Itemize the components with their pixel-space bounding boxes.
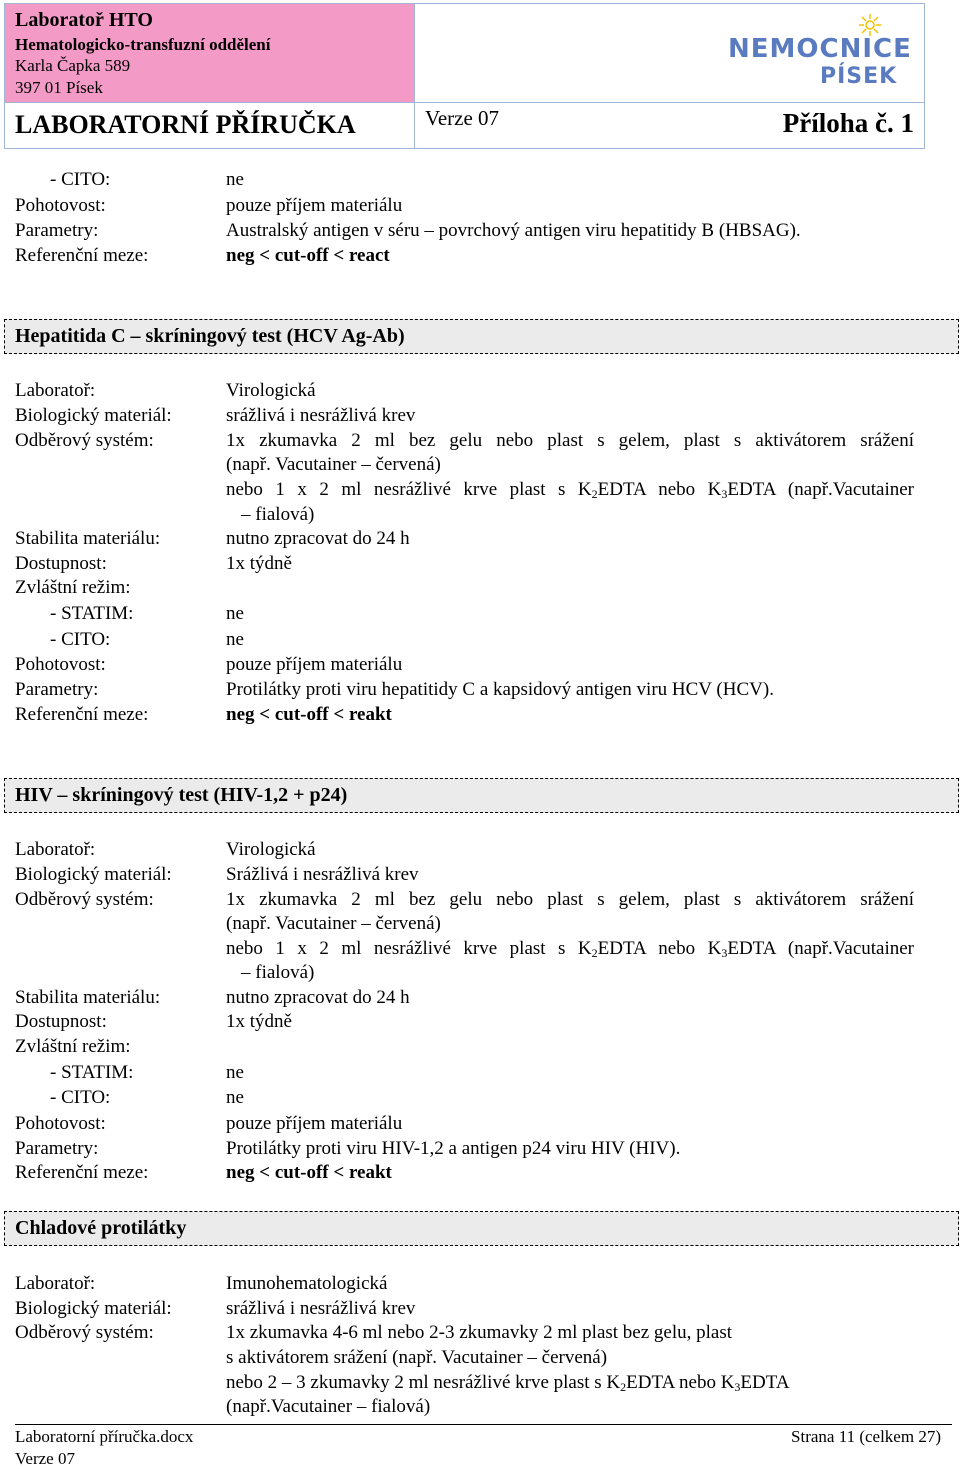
field-value: pouze příjem materiálu bbox=[226, 1113, 403, 1134]
hiv-bio-row bbox=[15, 863, 935, 887]
top-parametry-row bbox=[15, 219, 935, 243]
field-value: nutno zpracovat do 24 h bbox=[226, 528, 410, 549]
field-value: 1x týdně bbox=[226, 553, 292, 574]
section-heading-chladove bbox=[4, 1211, 959, 1246]
section-heading-hcv bbox=[4, 319, 959, 354]
field-label: Stabilita materiálu: bbox=[15, 987, 161, 1008]
field-label: Odběrový systém: bbox=[15, 1322, 154, 1343]
field-value: Srážlivá i nesrážlivá krev bbox=[226, 864, 419, 885]
hcv-ref-row bbox=[15, 703, 935, 727]
field-label: Biologický materiál: bbox=[15, 405, 172, 426]
field-label: Parametry: bbox=[15, 220, 99, 241]
field-value: neg < cut-off < reakt bbox=[226, 1162, 392, 1183]
field-label: - STATIM: bbox=[50, 1062, 134, 1083]
hiv-ref-row bbox=[15, 1161, 935, 1185]
department-name: Hematologicko-transfuzní oddělení bbox=[15, 35, 271, 54]
hcv-dost-row bbox=[15, 552, 935, 576]
footer-page-number: Strana 11 (celkem 27) bbox=[791, 1427, 941, 1446]
field-value: Australský antigen v séru – povrchový antigen viru hepatitidy B (HBSAG). bbox=[226, 220, 801, 241]
field-label: Parametry: bbox=[15, 679, 99, 700]
field-value: srážlivá i nesrážlivá krev bbox=[226, 1298, 416, 1319]
section-title: Chladové protilátky bbox=[15, 1217, 187, 1239]
hcv-odber-line4 bbox=[15, 503, 935, 527]
field-value: s aktivátorem srážení (např. Vacutainer – červená) bbox=[226, 1347, 608, 1368]
hcv-par-row bbox=[15, 678, 935, 702]
field-value: 1x zkumavka 4-6 ml nebo 2-3 zkumavky 2 ml plast bez gelu, plast bbox=[226, 1322, 733, 1343]
footer-version: Verze 07 bbox=[15, 1449, 75, 1468]
field-label: Laboratoř: bbox=[15, 1273, 96, 1294]
field-value: ne bbox=[226, 603, 244, 624]
field-value: – fialová) bbox=[241, 504, 315, 525]
field-value: srážlivá i nesrážlivá krev bbox=[226, 405, 416, 426]
field-value: pouze příjem materiálu bbox=[226, 654, 403, 675]
field-value: neg < cut-off < reakt bbox=[226, 704, 392, 725]
field-value: ne bbox=[226, 169, 244, 190]
field-value: nutno zpracovat do 24 h bbox=[226, 987, 410, 1008]
hiv-zvl-row bbox=[15, 1035, 935, 1059]
hcv-poh-row bbox=[15, 653, 935, 677]
field-value: ne bbox=[226, 629, 244, 650]
top-cito-row bbox=[15, 168, 935, 192]
hcv-odber-row bbox=[15, 429, 935, 453]
chlad-bio-row bbox=[15, 1297, 935, 1321]
section-title: HIV – skríningový test (HIV-1,2 + p24) bbox=[15, 784, 348, 806]
field-label: Pohotovost: bbox=[15, 654, 106, 675]
field-value: nebo 2 – 3 zkumavky 2 ml nesrážlivé krve plast s $K_2EDTA$ nebo $K_3EDTA$ bbox=[226, 1372, 790, 1394]
chlad-lab-row bbox=[15, 1272, 935, 1296]
hcv-lab-row bbox=[15, 379, 935, 403]
field-label: Referenční meze: bbox=[15, 245, 149, 266]
field-value: neg < cut-off < react bbox=[226, 245, 390, 266]
field-label: - CITO: bbox=[50, 169, 111, 190]
footer-filename: Laboratorní příručka.docx bbox=[15, 1427, 194, 1446]
appendix-label: Příloha č. 1 bbox=[782, 108, 914, 138]
hcv-statim-row bbox=[15, 602, 935, 626]
address-street: Karla Čapka 589 bbox=[15, 56, 131, 75]
section-heading-hiv bbox=[4, 778, 959, 813]
hospital-logo bbox=[415, 4, 924, 103]
handbook-title: LABORATORNÍ PŘÍRUČKA bbox=[15, 110, 356, 139]
field-label: Zvláštní režim: bbox=[15, 1036, 131, 1057]
field-value: Virologická bbox=[226, 380, 316, 401]
hiv-odber-line3 bbox=[15, 937, 935, 961]
hiv-dost-row bbox=[15, 1010, 935, 1034]
chlad-odber-line3 bbox=[15, 1371, 935, 1395]
field-value: Protilátky proti viru hepatitidy C a kapsidový antigen viru HCV (HCV). bbox=[226, 679, 774, 700]
hiv-poh-row bbox=[15, 1112, 935, 1136]
address-city: 397 01 Písek bbox=[15, 78, 103, 97]
field-value: (např.Vacutainer – fialová) bbox=[226, 1396, 431, 1417]
field-label: Pohotovost: bbox=[15, 1113, 106, 1134]
field-value: nebo 1 x 2 ml nesrážlivé krve plast s $K_2EDTA$ nebo $K_3EDTA$ (např.Vacutainer bbox=[226, 938, 914, 960]
hcv-stab-row bbox=[15, 527, 935, 551]
field-label: Pohotovost: bbox=[15, 195, 106, 216]
field-label: Biologický materiál: bbox=[15, 1298, 172, 1319]
top-pohotovost-row bbox=[15, 194, 935, 218]
field-label: Odběrový systém: bbox=[15, 430, 154, 451]
field-label: Zvláštní režim: bbox=[15, 577, 131, 598]
field-value: 1x týdně bbox=[226, 1011, 292, 1032]
field-label: - CITO: bbox=[50, 629, 111, 650]
logo-text-nemocnice: NEMOCNICE bbox=[728, 34, 912, 64]
document-header bbox=[4, 3, 925, 149]
hcv-zvl-row bbox=[15, 576, 935, 600]
logo-text-pisek: PÍSEK bbox=[820, 64, 898, 89]
field-label: Referenční meze: bbox=[15, 704, 149, 725]
field-label: Odběrový systém: bbox=[15, 889, 154, 910]
hiv-odber-line4 bbox=[15, 961, 935, 985]
field-value: Imunohematologická bbox=[226, 1273, 388, 1294]
field-value: nebo 1 x 2 ml nesrážlivé krve plast s $K_2EDTA$ nebo $K_3EDTA$ (např.Vacutainer bbox=[226, 479, 914, 501]
field-label: Stabilita materiálu: bbox=[15, 528, 161, 549]
chlad-odber-row bbox=[15, 1321, 935, 1345]
field-label: - STATIM: bbox=[50, 603, 134, 624]
field-label: Referenční meze: bbox=[15, 1162, 149, 1183]
field-value: – fialová) bbox=[241, 962, 315, 983]
field-value: pouze příjem materiálu bbox=[226, 195, 403, 216]
footer-divider bbox=[15, 1424, 952, 1425]
hiv-stab-row bbox=[15, 986, 935, 1010]
hiv-lab-row bbox=[15, 838, 935, 862]
field-label: Parametry: bbox=[15, 1138, 99, 1159]
field-value: Virologická bbox=[226, 839, 316, 860]
hiv-statim-row bbox=[15, 1061, 935, 1085]
hcv-bio-row bbox=[15, 404, 935, 428]
section-title: Hepatitida C – skríningový test (HCV Ag-Ab) bbox=[15, 325, 405, 347]
field-value: ne bbox=[226, 1087, 244, 1108]
field-value: Protilátky proti viru HIV-1,2 a antigen p24 viru HIV (HIV). bbox=[226, 1138, 681, 1159]
hcv-odber-line2 bbox=[15, 453, 935, 477]
hcv-cito-row bbox=[15, 628, 935, 652]
field-label: - CITO: bbox=[50, 1087, 111, 1108]
chlad-odber-line2 bbox=[15, 1346, 935, 1370]
field-value: ne bbox=[226, 1062, 244, 1083]
hiv-cito-row bbox=[15, 1086, 935, 1110]
hiv-odber-row bbox=[15, 888, 935, 912]
field-value: 1x zkumavka 2 ml bez gelu nebo plast s gelem, plast s aktivátorem srážení bbox=[226, 430, 914, 451]
field-label: Dostupnost: bbox=[15, 553, 107, 574]
field-value: (např. Vacutainer – červená) bbox=[226, 454, 441, 475]
hiv-par-row bbox=[15, 1137, 935, 1161]
header-divider bbox=[414, 102, 415, 148]
header-lab-block bbox=[5, 4, 415, 103]
field-label: Laboratoř: bbox=[15, 839, 96, 860]
hcv-odber-line3 bbox=[15, 478, 935, 502]
header-version: Verze 07 bbox=[425, 106, 500, 130]
field-label: Biologický materiál: bbox=[15, 864, 172, 885]
field-value: 1x zkumavka 2 ml bez gelu nebo plast s gelem, plast s aktivátorem srážení bbox=[226, 889, 914, 910]
chlad-odber-line4 bbox=[15, 1395, 935, 1419]
field-label: Laboratoř: bbox=[15, 380, 96, 401]
top-ref-row bbox=[15, 244, 935, 268]
field-label: Dostupnost: bbox=[15, 1011, 107, 1032]
hiv-odber-line2 bbox=[15, 912, 935, 936]
lab-name: Laboratoř HTO bbox=[15, 9, 153, 31]
field-value: (např. Vacutainer – červená) bbox=[226, 913, 441, 934]
